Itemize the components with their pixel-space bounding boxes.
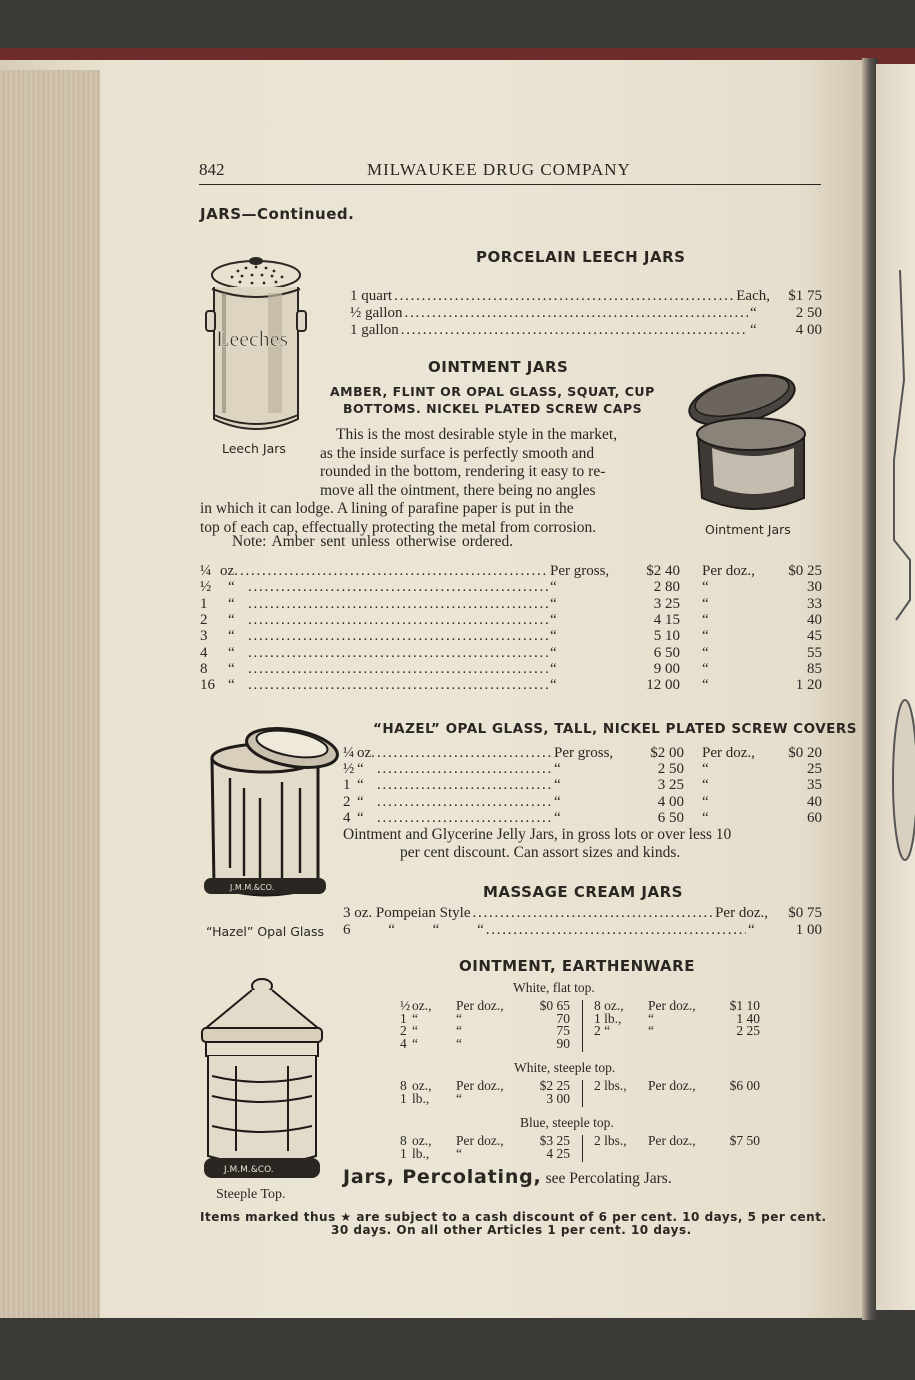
price: 90 [556,1035,570,1051]
per: Per doz., [456,1078,504,1093]
leech-jar-illustration [202,253,310,435]
hazel-row [343,761,822,778]
per: “ [456,1145,462,1161]
earthenware-caption: Blue, steeple top. [520,1115,614,1130]
page-number: 842 [199,160,225,179]
doz-price: $0 25 [788,563,822,579]
column-divider [582,1135,583,1162]
size: 8 oz., [594,998,624,1013]
price: $3 25 [539,1133,570,1148]
leader-dots [377,810,552,827]
unit: “ [228,595,235,612]
ointment-row [200,596,822,613]
ointment-row [200,661,822,678]
size: 3 [200,628,208,645]
leader-dots [248,661,548,678]
per-doz: “ [702,660,709,677]
size: 1 [400,1145,407,1161]
per-doz: “ [702,628,709,645]
size: 4 [400,1035,407,1051]
unit: “ [412,1010,418,1026]
earthenware-title: OINTMENT, EARTHENWARE [459,957,695,975]
doz-price: $0 20 [788,745,822,761]
per-gross: “ [550,579,557,596]
size: ½ [200,579,212,596]
leader-dots [377,777,552,794]
gross-price: 3 25 [653,595,680,612]
per-gross: “ [550,628,557,645]
size: 1 [400,1090,407,1106]
price: $0 65 [539,998,570,1013]
unit: oz., [412,1133,432,1148]
massage-row-1: 3 oz. Pompeian Style . . . Per doz., $0 75 [343,905,822,922]
per: Per doz., [648,1133,696,1148]
unit: “ [228,644,235,661]
leader-dots [248,596,548,613]
unit: “ [228,628,235,645]
running-head: MILWAUKEE DRUG COMPANY [367,160,631,179]
per-gross: “ [550,677,557,694]
size: 4 [200,644,208,661]
per-gross: “ [550,644,557,661]
leech-row-3: 1 gallon . . . “ 4 00 [350,322,822,339]
ointment-jar-illustration [684,360,812,520]
steeple-caption: Steeple Top. [216,1187,286,1202]
size: 1 [200,595,208,612]
percolating-see: see Percolating Jars. [545,1170,672,1187]
price: 70 [556,1010,570,1026]
percolating-title: Jars, Percolating, [343,1166,542,1188]
leech-caption: Leech Jars [222,441,286,456]
size: 2 [400,1023,407,1038]
unit: “ [228,611,235,628]
size: 16 [200,677,215,694]
earthenware-left-row [400,1037,570,1051]
gross-price: 12 00 [646,677,680,694]
per: “ [456,1035,462,1051]
ointment-subtitle-2: BOTTOMS. NICKEL PLATED SCREW CAPS [343,401,643,416]
doz-price: 60 [807,809,822,826]
per-doz: “ [702,595,709,612]
unit: lb., [412,1090,430,1106]
price: $7 50 [729,1133,760,1148]
per: Per doz., [648,1078,696,1093]
leader-dots [377,794,552,811]
size: 8 [400,1078,407,1093]
leech-title: PORCELAIN LEECH JARS [476,248,686,266]
price: $2 25 [539,1078,570,1093]
per: “ [648,1010,654,1026]
unit: “ [412,1023,418,1038]
unit: “ [357,777,364,794]
size: 8 [200,660,208,677]
per-doz: “ [702,611,709,628]
per-doz: “ [702,777,709,794]
ointment-row [200,628,822,645]
gross-price: $2 00 [650,745,684,761]
section-heading: JARS—Continued. [200,205,355,223]
per: Per doz., [456,998,504,1013]
per-doz: Per doz., [702,563,755,579]
unit: oz. [220,563,238,579]
size: ¼ [343,745,355,761]
per: Per doz., [648,998,696,1013]
leader-dots [248,612,548,629]
size: 2 [200,611,208,628]
earthenware-right-row [594,1134,760,1148]
ointment-row [200,677,822,694]
adjacent-page-bottle-illustration [880,260,915,900]
unit: “ [228,677,235,694]
per-gross: Per gross, [554,745,614,761]
size: 2 [343,793,351,810]
size: ½ [343,761,355,778]
footer-line-1: Items marked thus ★ are subject to a cash discount of 6 per cent. 10 days, 5 per cent. [200,1210,827,1224]
size: 1 [343,777,351,794]
earthenware-left-row [400,1147,570,1161]
gross-price: $2 40 [646,563,680,579]
leader-dots [248,677,548,694]
unit: oz. [357,745,375,761]
earthenware-caption: White, steeple top. [514,1060,616,1075]
doz-price: 45 [807,628,822,645]
leader-dots [377,761,552,778]
gross-price: 2 50 [657,761,684,778]
hazel-caption: “Hazel” Opal Glass [206,924,325,939]
per-doz: Per doz., [702,745,755,761]
size: 2 lbs., [594,1133,627,1148]
leader-dots [248,628,548,645]
ointment-row [200,579,822,596]
ointment-title: OINTMENT JARS [428,358,569,376]
leader-dots [377,745,552,762]
hazel-jar-lettering: J.M.M.&CO. [230,883,275,892]
price: $6 00 [729,1078,760,1093]
per-gross: “ [550,611,557,628]
hazel-row [343,810,822,827]
per-gross: “ [550,595,557,612]
ointment-row [200,563,822,580]
size: ¼ [200,563,212,579]
unit: “ [228,579,235,596]
gross-price: 4 00 [657,793,684,810]
unit: “ [357,761,364,778]
price: 2 25 [736,1023,760,1038]
size: 1 lb., [594,1010,622,1026]
leech-row-1: 1 quart . . . Each, $1 75 [350,288,822,305]
hazel-row [343,777,822,794]
size: 4 [343,809,351,826]
per-doz: “ [702,793,709,810]
per-gross: Per gross, [550,563,610,579]
doz-price: 55 [807,644,822,661]
hazel-discount-line-2: per cent discount. Can assort sizes and kinds. [400,844,681,861]
size: 8 [400,1133,407,1148]
percolating-reference [343,1166,672,1188]
unit: “ [412,1035,418,1051]
leader-dots [248,579,548,596]
gross-price: 5 10 [653,628,680,645]
per-gross: “ [554,809,561,826]
per: “ [456,1090,462,1106]
earthenware-caption: White, flat top. [513,980,595,995]
per: “ [648,1023,654,1038]
size: 1 [400,1010,407,1026]
doz-price: 33 [807,595,822,612]
ointment-caption: Ointment Jars [705,522,791,537]
gross-price: 6 50 [657,809,684,826]
price: 3 00 [546,1090,570,1106]
unit: oz., [412,998,432,1013]
gross-price: 2 80 [653,579,680,596]
per-gross: “ [550,660,557,677]
per-gross: “ [554,793,561,810]
per: “ [456,1010,462,1026]
page-edges [0,70,100,1318]
per: Per doz., [456,1133,504,1148]
earthenware-left-row [400,1092,570,1106]
doz-price: 25 [807,761,822,778]
per-doz: “ [702,644,709,661]
doz-price: 1 20 [795,677,822,694]
doz-price: 85 [807,660,822,677]
price: 4 25 [546,1145,570,1161]
gross-price: 3 25 [657,777,684,794]
ointment-row [200,645,822,662]
ointment-row [200,612,822,629]
doz-price: 30 [807,579,822,596]
ointment-subtitle-1: AMBER, FLINT OR OPAL GLASS, SQUAT, CUP [330,384,655,399]
unit: oz., [412,1078,432,1093]
gross-price: 4 15 [653,611,680,628]
per-gross: “ [554,777,561,794]
column-divider [582,1080,583,1107]
steeple-jar-illustration [198,976,326,1186]
gross-price: 6 50 [653,644,680,661]
unit: “ [357,793,364,810]
leech-jar-lettering: Leeches [216,326,289,351]
earthenware-right-row [594,1079,760,1093]
price: 1 40 [736,1010,760,1026]
leader-dots [240,563,548,580]
hazel-row [343,745,822,762]
hazel-jar-illustration [200,718,340,900]
per-gross: “ [554,761,561,778]
hazel-row [343,794,822,811]
per-doz: “ [702,761,709,778]
ointment-note: Note: Amber sent unless otherwise ordered. [232,533,514,550]
leader-dots [248,645,548,662]
massage-row-2: 6 “ “ “ . . . “ 1 00 [343,922,822,939]
per-doz: “ [702,677,709,694]
size: 2 lbs., [594,1078,627,1093]
price: $1 10 [729,998,760,1013]
massage-title: MASSAGE CREAM JARS [483,883,683,901]
gross-price: 9 00 [653,660,680,677]
hazel-discount-line-1: Ointment and Glycerine Jelly Jars, in gross lots or over less 10 [343,826,732,843]
hazel-title: “HAZEL” OPAL GLASS, TALL, NICKEL PLATED SCREW COVERS [373,721,857,737]
header-rule [199,184,821,185]
unit: “ [357,809,364,826]
size: 2 “ [594,1023,611,1038]
column-divider [582,1000,583,1052]
per-doz: “ [702,579,709,596]
per-doz: “ [702,809,709,826]
unit: lb., [412,1145,430,1161]
doz-price: 35 [807,777,822,794]
doz-price: 40 [807,611,822,628]
earthenware-right-row [594,1024,760,1038]
price: 75 [556,1023,570,1038]
steeple-jar-lettering: J.M.M.&CO. [224,1165,274,1175]
ointment-description: This is the most desirable style in the market, as the inside surface is perfectly smooth and rounded in the bottom, rendering it easy to re- move all the ointment, there being no angles in which it can lodge. A lining of parafine paper is put in the top of each cap, effectually protecting the metal from corrosion. [200,426,618,536]
size: ½ [400,998,411,1013]
leech-row-2: ½ gallon . . . “ 2 50 [350,305,822,322]
per: “ [456,1023,462,1038]
unit: “ [228,660,235,677]
footer-line-2: 30 days. On all other Articles 1 per cent. 10 days. [331,1223,692,1237]
doz-price: 40 [807,793,822,810]
